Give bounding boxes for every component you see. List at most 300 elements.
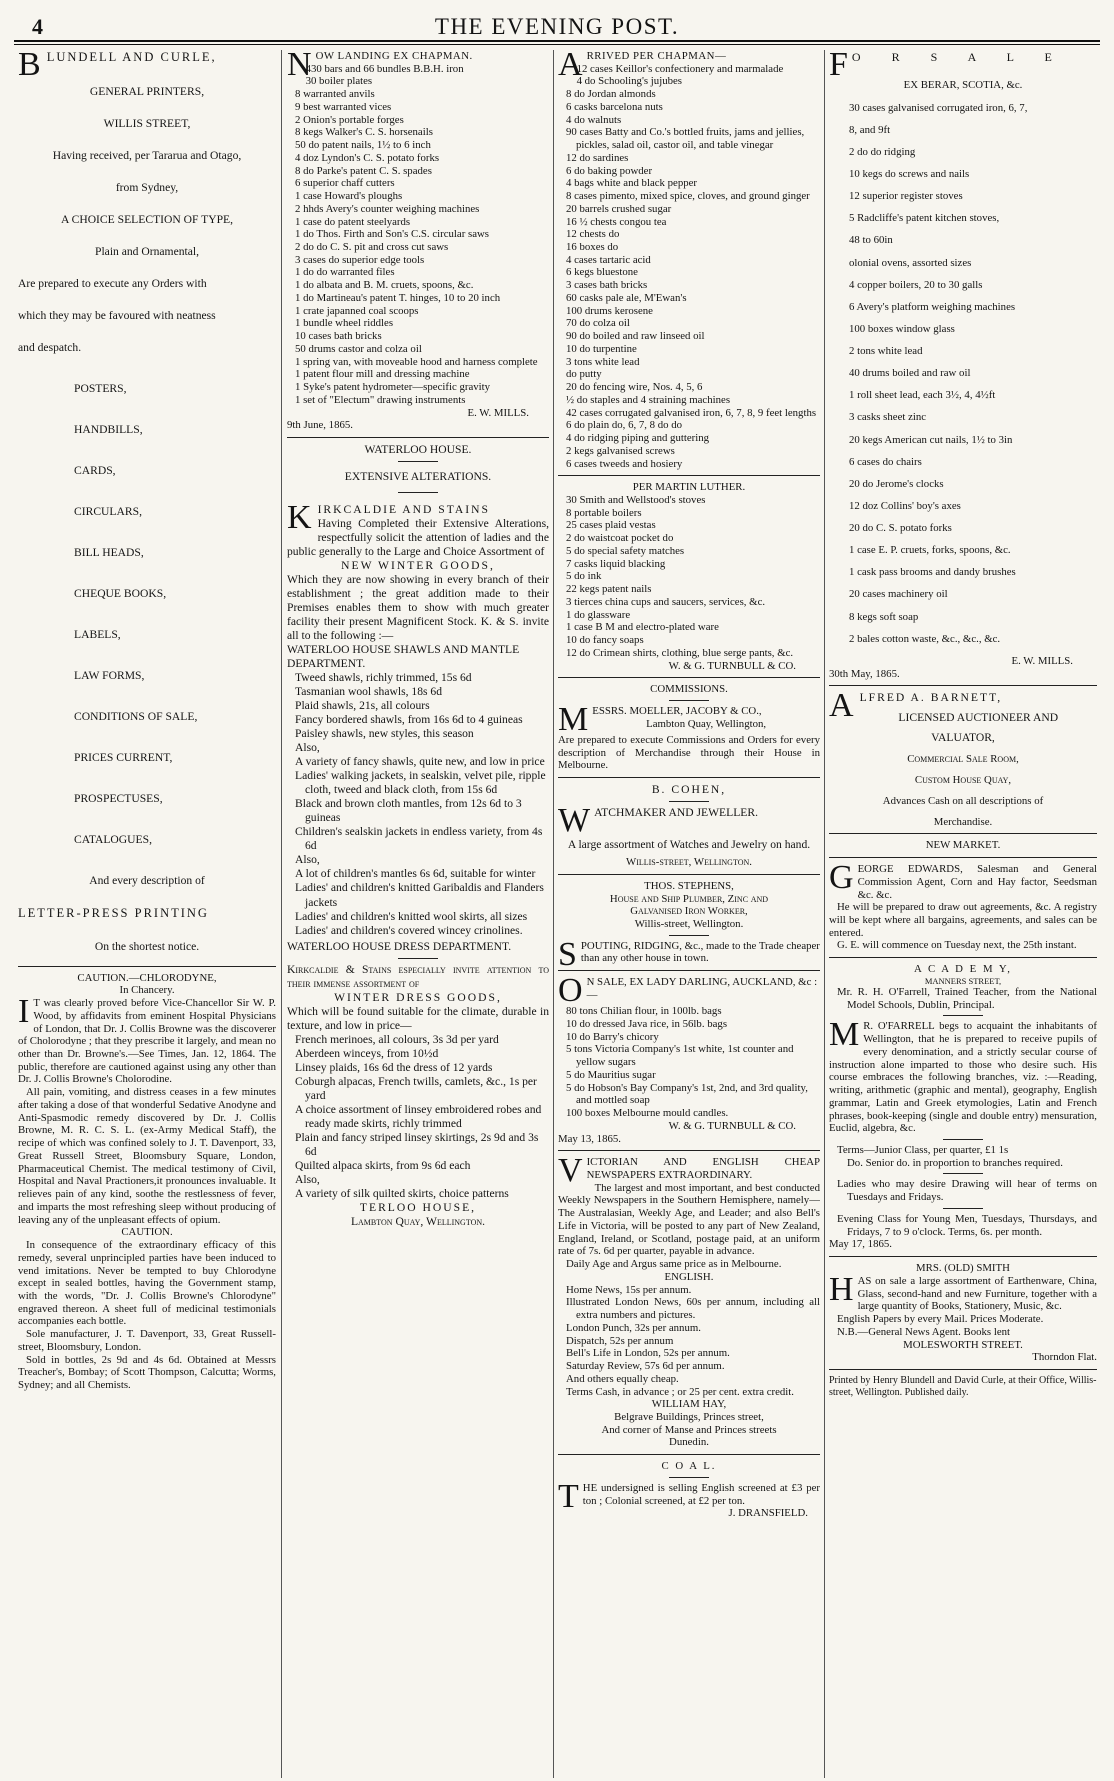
list-item: 2 hhds Avery's counter weighing machines [295, 202, 480, 215]
list-item: LAW FORMS, [74, 669, 145, 683]
ad-heading [558, 802, 820, 840]
list-item: Illustrated London News, 60s per annum, including all extra numbers and pictures. [566, 1296, 820, 1322]
list-item: Fancy bordered shawls, from 16s 6d to 4 guineas [295, 713, 523, 727]
list-item: 6 do plain do, 6, 7, 8 do do [566, 419, 683, 432]
ad-title: A C A D E M Y, [914, 963, 1012, 976]
list-item: London Punch, 32s per annum. [566, 1321, 701, 1334]
ad-body: Terms Cash, in advance ; or 25 per cent. extra credit. [566, 1385, 794, 1398]
list-item: 7 casks liquid blacking [566, 557, 666, 570]
goods-list [558, 1005, 820, 1120]
list-item: 12 doz Collins' boy's axes [849, 499, 961, 512]
list-item: CIRCULARS, [74, 505, 142, 519]
list-item: 1 spring van, with moveable hood and harness complete [295, 355, 538, 368]
list-item: 1 case do patent steelyards [295, 215, 411, 228]
ad-body [558, 935, 820, 973]
list-item: 1 cask pass brooms and dandy brushes [849, 566, 1016, 579]
list-item: 1 do Martineau's patent T. hinges, 10 to 20 inch [295, 291, 501, 304]
ad-line: Plain and Ornamental, [95, 245, 199, 259]
list-item: Also, [295, 1172, 320, 1186]
list-item: 1 set of "Electum" drawing instruments [295, 393, 466, 406]
list-item: 5 do ink [566, 570, 602, 583]
ad-line: And every description of [89, 874, 205, 888]
short-rule [669, 935, 709, 936]
list-item: French merinoes, all colours, 3s 3d per yard [295, 1032, 499, 1046]
drop-cap: F [829, 50, 848, 83]
ad-body: Ladies who may desire Drawing will hear of terms on Tuesdays and Fridays. [837, 1178, 1097, 1204]
ad-line: Galvanised Iron Worker, [630, 905, 748, 918]
ad-subheading: WINTER DRESS GOODS, [334, 990, 502, 1004]
list-item: 3 cases bath bricks [566, 279, 648, 292]
department-heading: WATERLOO HOUSE DRESS DEPARTMENT. [287, 939, 512, 953]
ad-body: Do. Senior do. in proportion to branches required. [847, 1156, 1063, 1169]
newspaper-title: THE EVENING POST. [434, 14, 680, 39]
ad-signature: W. & G. TURNBULL & CO. [668, 1119, 796, 1132]
list-item: 1 case E. P. cruets, forks, spoons, &c. [849, 544, 1011, 557]
ad-title: COMMISSIONS. [650, 683, 728, 696]
short-rule [943, 1139, 983, 1140]
on-sale-ad [558, 972, 820, 1145]
chapman-iron-ad [287, 50, 549, 432]
ad-body: Kirkcaldie & Stains especially invite attention to their immense assortment of [287, 962, 549, 990]
ad-title: MRS. (OLD) SMITH [916, 1262, 1010, 1275]
ad-line: from Sydney, [115, 181, 179, 195]
list-item: HANDBILLS, [74, 423, 143, 437]
ad-heading [558, 1152, 820, 1190]
ad-address: MOLESWORTH STREET. [903, 1338, 1023, 1351]
ad-line: On the shortest notice. [94, 939, 200, 953]
list-item: 2 do do ridging [849, 145, 916, 158]
list-item: 22 kegs patent nails [566, 583, 652, 596]
barnett-ad [829, 687, 1097, 828]
ad-line: Having received, per Tararua and Otago, [52, 149, 242, 163]
ad-body: Are prepared to execute Commissions and Orders for every description of Merchandise through their House in Melbourne. [558, 733, 820, 772]
list-item: 40 drums boiled and raw oil [849, 367, 971, 380]
ad-body: The largest and most important, and best conducted Weekly Newspapers in the Southern Hemisphere, namely—The Australasian, Weekly Age, and Leader; and also Bell's Life in Victoria, will be posted to any part of New Zealand, England, Ireland, or Scotland, postage paid, at an uniform rate of 7s. 6d per quarter, payable in advance. [558, 1181, 820, 1258]
shawl-list [287, 671, 549, 937]
list-item: 2 do do C. S. pit and cross cut saws [295, 241, 449, 254]
short-rule [943, 1173, 983, 1174]
cohen-ad [558, 783, 820, 869]
ad-body: G. E. will commence on Tuesday next, the 25th instant. [837, 939, 1077, 952]
column-rule [824, 50, 825, 1778]
heading-text: LFRED A. BARNETT, [859, 691, 1003, 705]
drop-cap: S [558, 935, 577, 973]
short-rule [398, 492, 438, 493]
new-market-ad [829, 839, 1097, 952]
ad-footer: Lambton Quay, Wellington. [350, 1214, 486, 1228]
ad-body: Terms—Junior Class, per quarter, £1 1s [837, 1144, 1009, 1157]
list-item: olonial ovens, assorted sizes [849, 256, 972, 269]
list-item: 6 kegs bluestone [566, 266, 638, 279]
short-rule [669, 700, 709, 701]
ad-subheading: ENGLISH. [664, 1270, 714, 1283]
list-item: 1 do albata and B. M. cruets, spoons, &c. [295, 279, 474, 292]
heading-text: ICTORIAN AND ENGLISH CHEAP NEWSPAPERS EXTRAORDINARY. [586, 1156, 820, 1182]
body-text: R. O'FARRELL begs to acquaint the inhabitants of Wellington, that he is prepared to receive pupils of every denomination, and a strictly secular course of instruction alone imparted to those who desire such. His course embraces the following branches, viz. :—Reading, writing, arithmetic (graphic and mental), geography, English grammar, Latin and Greek etymologies, Latin and French phrases, book-keeping (single and double entry) mensuration, Euclid, algebra, &c. [829, 1020, 1097, 1135]
list-item: 30 boiler plates [305, 75, 373, 88]
ad-body: In consequence of the extraordinary efficacy of this remedy, several unprincipled parties have been induced to vend imitations. Never be tempted to buy Chlorodyne except in sealed bottles, having the Government stamp, with the words, "Dr. J. Collis Browne's Chlorodyne" engraved thereon. A sheet full of medicinal testimonials accompanies each bottle. [18, 1239, 276, 1328]
ad-line: Commercial Sale Room, [907, 753, 1019, 766]
list-item: 10 do dressed Java rice, in 56lb. bags [566, 1017, 728, 1030]
ad-title: C O A L. [661, 1460, 717, 1473]
list-item: Ladies' walking jackets, in sealskin, velvet pile, ripple cloth, tweed and black cloth, from 15s 6d [295, 769, 546, 797]
list-item: 42 cases corrugated galvanised iron, 6, 7, 8, 9 feet lengths [566, 406, 817, 419]
list-item: 1 bundle wheel riddles [295, 317, 394, 330]
ad-address: Willis-street, Wellington. [626, 856, 752, 869]
list-item: 8 cases pimento, mixed spice, cloves, and ground ginger [566, 190, 810, 203]
ad-divider [18, 966, 276, 967]
service-list [18, 382, 276, 847]
ad-divider [829, 1369, 1097, 1370]
list-item: PRICES CURRENT, [74, 751, 173, 765]
ad-date: May 13, 1865. [558, 1132, 621, 1145]
list-item: 12 do sardines [566, 151, 629, 164]
body-text: AS on sale a large assortment of Earthenware, China, Glass, second-hand and new Furniture, together with a large quantity of Books, Stationery, Music, &c. [857, 1274, 1097, 1313]
ad-signature: WILLIAM HAY, [651, 1398, 727, 1411]
ad-divider [287, 437, 549, 438]
ad-line: Lambton Quay, Wellington, [646, 717, 767, 730]
list-item: Bell's Life in London, 52s per annum. [566, 1347, 730, 1360]
drop-cap: A [558, 50, 583, 83]
page-number: 4 [32, 14, 43, 39]
list-item: 12 cases Keillor's confectionery and marmalade [576, 62, 784, 75]
chlorodyne-ad [18, 972, 276, 1392]
list-item: ½ do staples and 4 straining machines [566, 393, 731, 406]
list-item: 20 do C. S. potato forks [849, 522, 952, 535]
list-item: 3 tons white lead [566, 355, 640, 368]
list-item: 2 kegs galvanised screws [566, 444, 675, 457]
list-item: 1 case Howard's ploughs [295, 190, 403, 203]
ad-date: May 17, 1865. [829, 1238, 892, 1251]
drop-cap: O [558, 972, 583, 1010]
list-item: 9 best warranted vices [295, 100, 392, 113]
ad-divider [829, 685, 1097, 686]
ad-body: N.B.—General News Agent. Books lent [837, 1325, 1011, 1338]
list-item: 6 cases do chairs [849, 455, 922, 468]
list-item: CHEQUE BOOKS, [74, 587, 167, 601]
list-item: 60 casks pale ale, M'Ewan's [566, 291, 687, 304]
ad-body: Which they are now showing in every branch of their establishment ; the great addition made to their Premises enables them to show with much greater facility their present Magnificent Stock. K. & S. invite all to the following :— [287, 573, 549, 643]
ad-divider [558, 1454, 820, 1455]
list-item: 5 do Mauritius sugar [566, 1068, 656, 1081]
list-item: 5 do Hobson's Bay Company's 1st, 2nd, and 3rd quality, and mottled soap [566, 1081, 808, 1107]
heading-text: ESSRS. MOELLER, JACOBY & CO., [592, 704, 762, 717]
list-item: A variety of silk quilted skirts, choice patterns [295, 1186, 509, 1200]
ad-subtitle: MANNERS STREET, [924, 975, 1002, 986]
list-item: A variety of fancy shawls, quite new, and low in price [295, 755, 545, 769]
list-item: Dispatch, 52s per annum [566, 1334, 674, 1347]
ad-title: WATERLOO HOUSE. [364, 443, 472, 457]
ad-body: All pain, vomiting, and distress ceases in a few minutes after taking a dose of that wonderful Sedative Anodyne and Anti-Spasmodic remedy discovered by Dr. J. Collis Browne, M. R. C. S. L. (ex-Army Medical Staff), the recipe of which was confined solely to J. T. Davenport, 33, Great Russell Street, Bloomsbury Square, London, Pharmaceutical Chemist. The medical testimony of Civil, Hospital and Naval Practioners,it pronounces invaluable. It relieves pain of any kind, soothe the restlessness of fever, and imparts the most refreshing sleep without producing of leaving any of the unpleasant effects of opium. [18, 1086, 276, 1226]
list-item: BILL HEADS, [74, 546, 144, 560]
list-item: CARDS, [74, 464, 116, 478]
list-item: Coburgh alpacas, French twills, camlets, &c., 1s per yard [295, 1074, 537, 1102]
goods-list [558, 494, 820, 660]
list-item: CATALOGUES, [74, 833, 152, 847]
list-item: 5 do special safety matches [566, 544, 685, 557]
commissions-ad [558, 683, 820, 772]
ad-divider [829, 957, 1097, 958]
ad-divider [558, 874, 820, 875]
list-item: 4 doz Lyndon's C. S. potato forks [295, 151, 440, 164]
list-item: 1 do glassware [566, 608, 631, 621]
list-item: POSTERS, [74, 382, 127, 396]
list-item: Ladies' and children's knitted wool skirts, all sizes [295, 909, 528, 923]
coal-ad [558, 1460, 820, 1520]
drop-cap: K [287, 499, 314, 537]
ad-body: Mr. R. H. O'Farrell, Trained Teacher, from the National Model Schools, Dublin, Principal. [837, 985, 1097, 1011]
list-item: 1 case B M and electro-plated ware [566, 621, 719, 634]
list-item: 100 boxes window glass [849, 322, 955, 335]
ad-title: CAUTION. [121, 1226, 173, 1239]
ad-line: Are prepared to execute any Orders with [18, 277, 207, 291]
ad-body: He will be prepared to draw out agreements, &c. A registry will be kept where all bargains, agreements, and sales can be entered. [829, 901, 1097, 939]
short-rule [398, 958, 438, 959]
ad-line: VALUATOR, [931, 731, 995, 745]
list-item: 70 do colza oil [566, 317, 630, 330]
mrs-smith-ad [829, 1262, 1097, 1364]
list-item: 430 bars and 66 bundles B.B.H. iron [305, 62, 464, 75]
ad-body [829, 859, 1097, 901]
goods-list [829, 102, 1097, 646]
heading-text: ATCHMAKER AND JEWELLER. [594, 806, 759, 820]
list-item: 4 do ridging piping and guttering [566, 432, 710, 445]
ad-line: A CHOICE SELECTION OF TYPE, [60, 213, 234, 227]
list-item: 6 superior chaff cutters [295, 177, 395, 190]
heading-text: O R S A L E [851, 50, 1066, 64]
list-item: 90 cases Batty and Co.'s bottled fruits, jams and jellies, pickles, salad oil, castor oil, and table vinegar [566, 126, 805, 152]
list-item: 8 kegs Walker's C. S. horsenails [295, 126, 433, 139]
masthead-rule-thin [14, 44, 1100, 45]
ad-body: Sole manufacturer, J. T. Davenport, 33, Great Russell-street, Bloomsbury, London. [18, 1328, 276, 1353]
list-item: 50 do patent nails, 1½ to 6 inch [295, 139, 431, 152]
short-rule [943, 1015, 983, 1016]
list-item: 4 do Schooling's jujubes [576, 75, 682, 88]
drop-cap: M [829, 1016, 860, 1054]
list-item: 3 casks sheet zinc [849, 411, 927, 424]
ad-divider [558, 1150, 820, 1151]
list-item: 3 tierces china cups and saucers, services, &c. [566, 595, 766, 608]
column-2 [287, 50, 549, 1778]
list-item: Tweed shawls, richly trimmed, 15s 6d [295, 671, 472, 685]
ad-subheading: EX BERAR, SCOTIA, &c. [903, 79, 1023, 91]
ad-line: Custom House Quay, [914, 774, 1012, 787]
ad-divider [558, 475, 820, 476]
list-item: 4 do walnuts [566, 113, 622, 126]
list-item: Ladies' and children's covered wincey crinolines. [295, 923, 523, 937]
ad-line: Willis-street, Wellington. [634, 918, 744, 930]
ad-signature: W. & G. TURNBULL & CO. [668, 659, 796, 672]
ad-body: Which will be found suitable for the climate, durable in texture, and low in price— [287, 1004, 549, 1032]
list-item: 48 to 60in [849, 234, 893, 247]
list-item: 8 warranted anvils [295, 88, 375, 101]
drop-cap: G [829, 859, 854, 897]
body-text: HE undersigned is selling English screened at £3 per ton ; Colonial screened, at £2 per ton. [582, 1481, 820, 1507]
stephens-ad [558, 879, 820, 973]
list-item: 10 do Barry's chicory [566, 1030, 659, 1043]
list-item: 2 tons white lead [849, 345, 923, 358]
list-item: Home News, 15s per annum. [566, 1283, 692, 1296]
ad-subheading: NEW WINTER GOODS, [341, 559, 495, 573]
ad-heading [18, 50, 276, 83]
list-item: 4 copper boilers, 20 to 30 galls [849, 278, 983, 291]
imprint: Printed by Henry Blundell and David Curle, at their Office, Willis-street, Wellington. Published daily. [829, 1375, 1097, 1398]
list-item: 2 Onion's portable forges [295, 113, 404, 126]
drop-cap: T [558, 1477, 579, 1515]
list-item: 10 do turpentine [566, 342, 637, 355]
column-1 [18, 50, 276, 1778]
list-item: 6 Avery's platform weighing machines [849, 300, 1016, 313]
ad-signature: J. DRANSFIELD. [728, 1507, 808, 1520]
list-item: 50 drums castor and colza oil [295, 342, 422, 355]
ad-body: Daily Age and Argus same price as in Melbourne. [566, 1258, 782, 1271]
ad-subheading: PER MARTIN LUTHER. [632, 481, 746, 494]
heading-text: LUNDELL AND CURLE, [46, 50, 217, 64]
drop-cap: N [287, 50, 312, 83]
ad-address: Dunedin. [669, 1436, 709, 1449]
arrived-chapman-ad [558, 50, 820, 672]
list-item: Also, [295, 853, 320, 867]
list-item: Linsey plaids, 16s 6d the dress of 12 yards [295, 1060, 493, 1074]
list-item: Saturday Review, 57s 6d per annum. [566, 1360, 725, 1373]
drop-cap: W [558, 802, 591, 840]
list-item: 80 tons Chilian flour, in 100lb. bags [566, 1005, 722, 1018]
ad-title: B. COHEN, [651, 783, 727, 797]
drop-cap: V [558, 1152, 583, 1190]
list-item: 100 boxes Melbourne mould candles. [566, 1107, 729, 1120]
ad-line: House and Ship Plumber, Zinc and [609, 892, 769, 905]
list-item: Plaid shawls, 21s, all colours [295, 699, 430, 713]
list-item: 5 tons Victoria Company's 1st white, 1st counter and yellow sugars [566, 1043, 794, 1069]
ad-divider [558, 677, 820, 678]
list-item: 20 do fencing wire, Nos. 4, 5, 6 [566, 381, 703, 394]
short-rule [669, 801, 709, 802]
ad-line: and despatch. [18, 341, 82, 355]
ad-date: 9th June, 1865. [287, 419, 353, 432]
list-item: And others equally cheap. [566, 1372, 679, 1385]
ad-body [18, 993, 276, 1086]
short-rule [669, 1477, 709, 1478]
ad-subtitle: In Chancery. [119, 984, 175, 997]
list-item: 1 do Thos. Firth and Son's C.S. circular saws [295, 228, 489, 241]
list-item: 8 portable boilers [566, 506, 642, 519]
heading-text: IRKCALDIE AND STAINS [317, 503, 490, 517]
list-item: 4 cases tartaric acid [566, 253, 651, 266]
list-item: 2 bales cotton waste, &c., &c., &c. [849, 632, 1001, 645]
list-item: Quilted alpaca skirts, from 9s 6d each [295, 1158, 471, 1172]
list-item: Children's sealskin jackets in endless variety, from 4s 6d [295, 825, 543, 853]
list-item: 12 chests do [566, 228, 620, 241]
ad-line: which they may be favoured with neatness [18, 309, 216, 323]
ad-body [829, 1270, 1097, 1313]
list-item: 20 barrels crushed sugar [566, 202, 672, 215]
list-item: 1 roll sheet lead, each 3½, 4, 4½ft [849, 389, 996, 402]
drop-cap: M [558, 700, 589, 738]
list-item: Also, [295, 741, 320, 755]
list-item: 1 crate japanned coal scoops [295, 304, 419, 317]
list-item: Aberdeen winceys, from 10½d [295, 1046, 439, 1060]
list-item: 6 do baking powder [566, 164, 653, 177]
list-item: Plain and fancy striped linsey skirtings, 2s 9d and 3s 6d [295, 1130, 539, 1158]
list-item: 20 cases machinery oil [849, 588, 948, 601]
ad-date: 30th May, 1865. [829, 667, 900, 680]
list-item: Ladies' and children's knitted Garibaldis and Flanders jackets [295, 881, 544, 909]
list-item: 6 casks barcelona nuts [566, 100, 663, 113]
ad-heading [287, 499, 549, 537]
blundell-curle-ad [18, 50, 276, 954]
masthead [14, 6, 1100, 42]
ad-body: Evening Class for Young Men, Tuesdays, Thursdays, and Fridays, 7 to 9 o'clock. Terms, 6s. per month. [837, 1212, 1097, 1238]
ad-address: And corner of Manse and Princes streets [601, 1423, 777, 1436]
ad-line: Advances Cash on all descriptions of [882, 794, 1044, 807]
column-rule [553, 50, 554, 1778]
list-item: 16 ½ chests congou tea [566, 215, 667, 228]
column-rule [281, 50, 282, 1778]
department-heading: WATERLOO HOUSE SHAWLS AND MANTLE DEPARTMENT. [287, 643, 520, 671]
paper-list [558, 1284, 820, 1386]
newspapers-ad [558, 1152, 820, 1449]
body-text: T was clearly proved before Vice-Chancellor Sir W. P. Wood, by affidavits from eminent Hospital Physicians of London, that Dr. J. Collis Browne was the discoverer of Cholorodyne ; that they prescribe it largely, and mean no other than Dr. Browne's.—See Times, Jan. 12, 1864. The public, therefore are cautioned against using any other than Dr. J. Collis Browne's Cholorodine. [18, 997, 276, 1086]
heading-text: OW LANDING EX CHAPMAN. [315, 50, 473, 62]
short-rule [398, 461, 438, 462]
masthead-rule [14, 40, 1100, 42]
ad-body: A large assortment of Watches and Jewelry on hand. [567, 838, 811, 852]
ad-line: Merchandise. [933, 815, 993, 828]
list-item: 16 boxes do [566, 241, 619, 254]
list-item: 12 superior register stoves [849, 190, 963, 203]
list-item: 30 Smith and Wellstood's stoves [566, 493, 706, 506]
ad-title: THOS. STEPHENS, [644, 879, 734, 892]
ad-line: WILLIS STREET, [103, 117, 191, 131]
list-item: do putty [566, 368, 602, 381]
ad-body: English Papers by every Mail. Prices Moderate. [837, 1313, 1044, 1326]
ad-body: Sold in bottles, 2s 9d and 4s 6d. Obtained at Messrs Treacher's, Bombay; of Scott Thompson, Calcutta; Worms, Sydney; and all Chemists. [18, 1353, 276, 1392]
ad-subtitle: EXTENSIVE ALTERATIONS. [344, 470, 492, 484]
list-item: Paisley shawls, new styles, this season [295, 727, 474, 741]
list-item: 90 do boiled and raw linseed oil [566, 330, 705, 343]
list-item: 8 do Jordan almonds [566, 88, 656, 101]
ad-title: CAUTION.—CHLORODYNE, [77, 971, 217, 984]
list-item: 20 do Jerome's clocks [849, 477, 944, 490]
drop-cap: B [18, 50, 43, 83]
list-item: 10 kegs do screws and nails [849, 168, 970, 181]
list-item: 10 cases bath bricks [295, 330, 382, 343]
ad-signature: E. W. MILLS. [467, 406, 529, 419]
drop-cap: H [829, 1270, 854, 1308]
ad-address: Belgrave Buildings, Princes street, [614, 1410, 764, 1423]
list-item: 10 do fancy soaps [566, 634, 644, 647]
list-item: 8, and 9ft [849, 123, 891, 136]
list-item: 8 do Parke's patent C. S. spades [295, 164, 432, 177]
list-item: A lot of children's mantles 6s 6d, suitable for winter [295, 867, 536, 881]
list-item: 12 do Crimean shirts, clothing, blue serge pants, &c. [566, 646, 794, 659]
goods-list [287, 63, 549, 407]
list-item: LABELS, [74, 628, 121, 642]
ad-heading [558, 972, 820, 1010]
list-item: 20 kegs American cut nails, 1½ to 3in [849, 433, 1013, 446]
ad-body: Having Completed their Extensive Alterations, respectfully solicit the attention of ladies and the public generally to the Large and Choice Assortment of [287, 517, 549, 559]
ad-line: GENERAL PRINTERS, [89, 85, 205, 99]
waterloo-house-ad [287, 443, 549, 1229]
list-item: CONDITIONS OF SALE, [74, 710, 198, 724]
list-item: 5 Radcliffe's patent kitchen stoves, [849, 212, 1000, 225]
drop-cap: I [18, 993, 30, 1031]
list-item: 25 cases plaid vestas [566, 519, 656, 532]
list-item: 1 do do warranted files [295, 266, 395, 279]
ad-divider [558, 970, 820, 971]
list-item: 30 cases galvanised corrugated iron, 6, 7, [849, 101, 1028, 114]
body-text: POUTING, RIDGING, &c., made to the Trade cheaper than any other house in town. [580, 939, 820, 965]
